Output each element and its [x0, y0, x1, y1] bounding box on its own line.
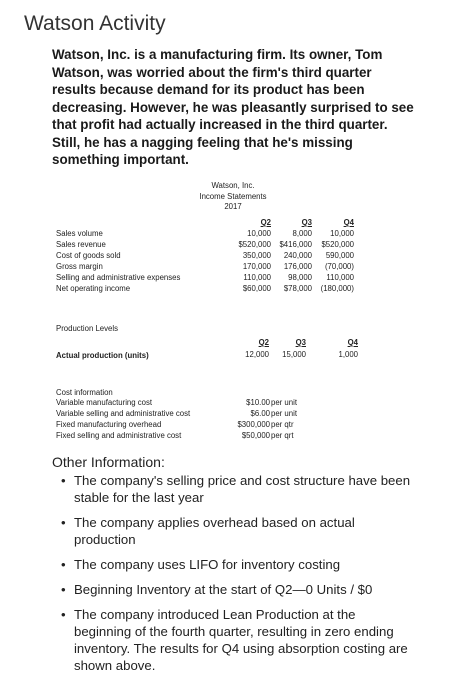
- cost-unit: per qrt: [271, 431, 294, 440]
- cost-value: $300,000: [237, 420, 270, 429]
- list-item: [52, 581, 412, 598]
- stmt-col-q3: Q3: [301, 218, 312, 227]
- other-info-heading: Other Information:: [52, 454, 165, 470]
- cost-unit: per unit: [271, 398, 298, 407]
- list-item: [52, 606, 412, 674]
- bullet-icon: •: [61, 515, 66, 530]
- cost-heading: Cost information: [56, 388, 113, 397]
- cell-q2: 110,000: [243, 273, 271, 282]
- stmt-col-q4: Q4: [343, 218, 354, 227]
- cell-q3: 15,000: [282, 350, 306, 359]
- cell-q3: $416,000: [279, 240, 312, 249]
- prod-col-q2: Q2: [258, 338, 269, 347]
- statement-name: Income Statements: [199, 191, 267, 201]
- list-item: [52, 556, 412, 573]
- cell-q2: 350,000: [242, 251, 271, 260]
- row-label: Gross margin: [56, 262, 103, 271]
- cell-q3: 98,000: [288, 273, 312, 282]
- intro-paragraph: Watson, Inc. is a manufacturing firm. Its owner, Tom Watson, was worried about the firm's third quarter results because demand for its product has been decreasing. However, he was pleasantly surprised to see that profit had actually increased in the third quarter. Still, he has a nagging feeling that he's missing something important.: [52, 47, 414, 167]
- row-label: Cost of goods sold: [56, 251, 121, 260]
- cell-q2: 12,000: [245, 350, 269, 359]
- cell-q4: 10,000: [330, 229, 354, 238]
- cell-q4: (180,000): [320, 284, 354, 293]
- bullet-icon: •: [61, 473, 66, 488]
- cell-q3: 176,000: [283, 262, 312, 271]
- cost-value: $50,000: [241, 431, 270, 440]
- cell-q3: 240,000: [283, 251, 312, 260]
- list-item: [52, 514, 412, 548]
- cost-label: Variable manufacturing cost: [56, 398, 153, 407]
- prod-col-q4: Q4: [347, 338, 358, 347]
- cell-q2: $520,000: [238, 240, 271, 249]
- bullet-icon: •: [61, 582, 66, 597]
- cost-label: Fixed selling and administrative cost: [56, 431, 182, 440]
- cell-q3: 8,000: [292, 229, 312, 238]
- cell-q4: $520,000: [321, 240, 354, 249]
- row-label: Net operating income: [56, 284, 131, 293]
- bullet-text: Beginning Inventory at the start of Q2—0 Units / $0: [74, 582, 373, 597]
- row-label: Sales volume: [56, 229, 103, 238]
- production-label: Actual production (units): [56, 351, 149, 360]
- income-statement-header: [0, 181, 466, 213]
- cell-q4: 110,000: [326, 273, 354, 282]
- statement-year: 2017: [224, 202, 242, 211]
- cell-q4: 1,000: [338, 350, 358, 359]
- bullet-text: The company introduced Lean Production at the beginning of the fourth quarter, resulting in zero ending inventory. The results for Q4 using absorption costing are shown above.: [74, 607, 408, 673]
- cell-q4: 590,000: [325, 251, 354, 260]
- cost-label: Fixed manufacturing overhead: [56, 420, 162, 429]
- cost-value: $10.00: [246, 398, 270, 407]
- list-item: [52, 472, 412, 506]
- cell-q2: 170,000: [242, 262, 271, 271]
- company-name: Watson, Inc.: [211, 181, 255, 190]
- cost-label: Variable selling and administrative cost: [56, 409, 191, 418]
- cost-unit: per qtr: [271, 420, 294, 429]
- row-label: Sales revenue: [56, 240, 106, 249]
- cost-value: $6.00: [250, 409, 270, 418]
- bullet-text: The company's selling price and cost structure have been stable for the last year: [74, 473, 411, 505]
- cell-q4: (70,000): [324, 262, 354, 271]
- cell-q2: $60,000: [242, 284, 271, 293]
- cell-q3: $78,000: [283, 284, 312, 293]
- bullet-icon: •: [61, 607, 66, 622]
- cost-unit: per unit: [271, 409, 298, 418]
- stmt-col-q2: Q2: [260, 218, 271, 227]
- page-title: Watson Activity: [24, 12, 166, 35]
- production-heading: Production Levels: [56, 324, 118, 333]
- other-info-list: [52, 472, 412, 682]
- prod-col-q3: Q3: [295, 338, 306, 347]
- bullet-icon: •: [61, 557, 66, 572]
- bullet-text: The company applies overhead based on actual production: [74, 515, 355, 547]
- bullet-text: The company uses LIFO for inventory costing: [74, 557, 341, 572]
- row-label: Selling and administrative expenses: [56, 273, 181, 282]
- cell-q2: 10,000: [247, 229, 271, 238]
